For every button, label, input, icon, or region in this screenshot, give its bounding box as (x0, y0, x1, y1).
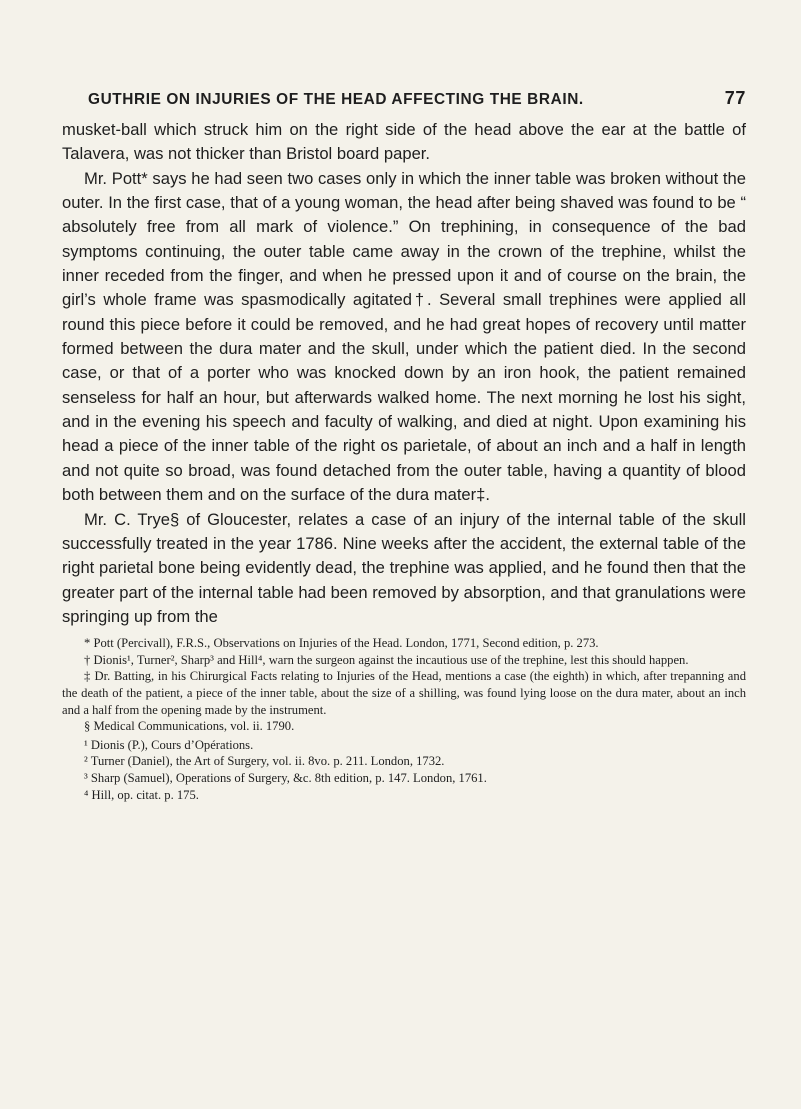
numbered-note: ¹ Dionis (P.), Cours d’Opérations. (84, 737, 254, 752)
numbered-note: ² Turner (Daniel), the Art of Surgery, vol. ii. 8vo. p. 211. London, 1732. (84, 754, 445, 769)
footnote: † Dionis¹, Turner², Sharp³ and Hill⁴, warn the surgeon against the incautious use of the trephine, lest this should happen. (84, 652, 689, 667)
book-page (62, 88, 746, 803)
paragraph: musket-ball which struck him on the right side of the head above the ear at the battle of Talavera, was not thicker than Bristol board paper. (62, 120, 746, 164)
running-head-title: GUTHRIE ON INJURIES OF THE HEAD AFFECTING THE BRAIN. (88, 91, 584, 108)
running-head (62, 88, 746, 112)
paragraph: Mr. C. Trye§ of Gloucester, relates a case of an injury of the internal table of the skull successfully treated in the year 1786. Nine weeks after the accident, the external table of the right parietal bone being evidently dead, the trephine was applied, and he found then that the greater part of the internal table had been removed by absorption, and that granulations were springing up from the (62, 509, 746, 626)
body-text (62, 118, 746, 629)
footnote: * Pott (Percivall), F.R.S., Observations on Injuries of the Head. London, 1771, Second edition, p. 273. (84, 636, 599, 651)
page-number: 77 (724, 88, 746, 108)
footnote: ‡ Dr. Batting, in his Chirurgical Facts relating to Injuries of the Head, mentions a case (the eighth) in which, after trepanning and the death of the patient, a piece of the inner table, about the size of a shilling, was found lying loose on the dura mater, about an inch and a half from the opening made by the instrument. (62, 669, 746, 717)
paragraph: Mr. Pott* says he had seen two cases only in which the inner table was broken without the outer. In the first case, that of a young woman, the head after being shaved was found to be “ absolutely free from all mark of violence.” On trephining, in consequence of the bad symptoms continuing, the outer table came away in the crown of the trephine, whilst the inner receded from the finger, and when he pressed upon it and of course on the brain, the girl’s whole frame was spasmodically agitated†. Several small trephines were applied all round this piece before it could be removed, and he had great hopes of recovery until matter formed between the dura mater and the skull, under which the patient died. In the second case, or that of a porter who was knocked down by an iron hook, the patient remained senseless for half an hour, but afterwards walked home. The next morning he lost his sight, and in the evening his speech and faculty of walking, and died at night. Upon examining his head a piece of the inner table of the right os parietale, of about an inch and a half in length and not quite so broad, was found detached from the outer table, having a quantity of blood both between them and on the surface of the dura mater‡. (62, 168, 746, 505)
numbered-note: ⁴ Hill, op. citat. p. 175. (84, 787, 199, 802)
footnote: § Medical Communications, vol. ii. 1790. (84, 719, 295, 734)
numbered-note: ³ Sharp (Samuel), Operations of Surgery, &c. 8th edition, p. 147. London, 1761. (84, 770, 487, 785)
footnotes (62, 635, 746, 803)
